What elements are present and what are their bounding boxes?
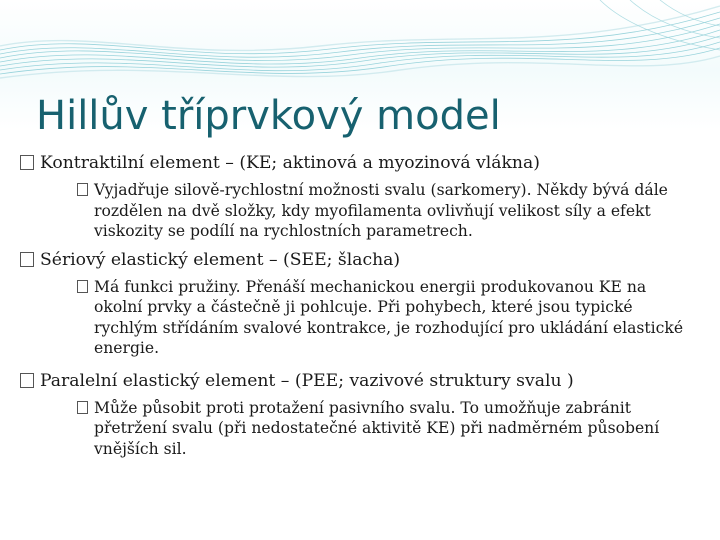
bullet-heading: Kontraktilní element – (KE; aktinová a myozinová vlákna) [40,153,540,173]
square-box-bullet-icon [76,398,94,418]
square-box-bullet-icon [76,180,94,200]
wave-lines-decoration [0,0,720,90]
sub-bullet-text: Vyjadřuje silově-rychlostní možnosti svalu (sarkomery). Někdy bývá dále rozdělen na dvě složky, kdy myofilamenta ovlivňují velikost síly a efekt viskozity se podílí na rychlostních parametrech. [94,181,668,240]
bullet-list [18,152,703,459]
square-box-bullet-icon [76,277,94,297]
bullet-item-see [18,249,703,271]
square-box-bullet-icon [18,249,40,271]
bullet-heading: Sériový elastický element – (SEE; šlacha) [40,249,401,270]
sub-bullet-item [76,398,691,460]
square-box-bullet-icon [18,370,40,392]
bullet-heading: Paralelní elastický element – (PEE; vazivové struktury svalu ) [40,370,574,391]
sub-bullet-item [76,277,691,359]
bullet-item-pee [18,370,703,392]
sub-bullet-text: Má funkci pružiny. Přenáší mechanickou energii produkovanou KE na okolní prvky a částečně ji pohlcuje. Při pohybech, které jsou typické rychlým střídáním svalové kontrakce, je rozhodující pro ukládání elastické energie. [94,277,684,357]
square-box-bullet-icon [18,152,40,174]
bullet-item-ke [18,152,703,174]
sub-bullet-text: Může působit proti protažení pasivního svalu. To umožňuje zabránit přetržení svalu (při nedostatečné aktivitě KE) při nadměrném působení vnějších sil. [94,398,660,458]
slide-title: Hillův tříprvkový model [36,93,501,139]
sub-bullet-item [76,180,691,242]
